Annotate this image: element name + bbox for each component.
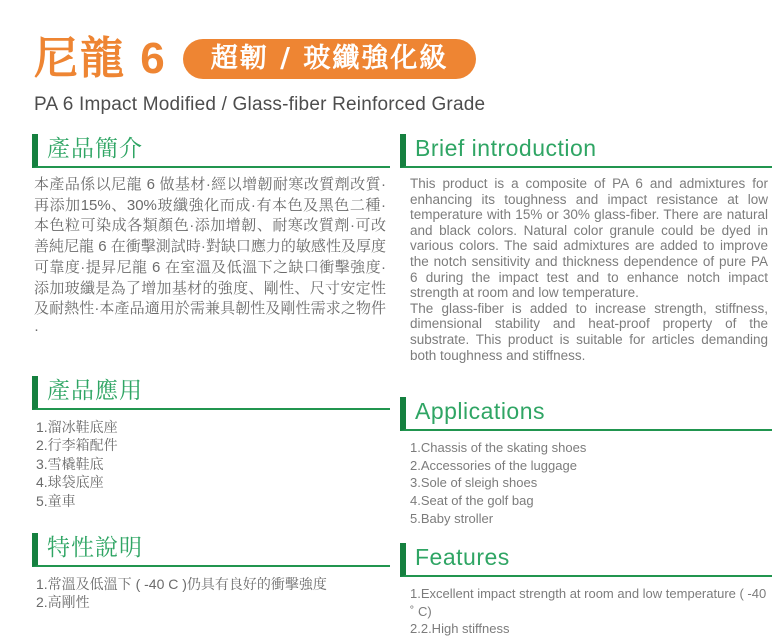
features-list-zh: [36, 575, 390, 612]
section-title: 特性說明: [47, 533, 143, 560]
body-paragraph: 本產品係以尼龍 6 做基材·經以增韌耐寒改質劑改質·再添加15%、30%玻纖強化而成·有本色及黑色二種·本色粒可染成各類顏色·添加增韌、耐寒改質劑·可改善純尼龍 6 在衝擊測試時·對缺口應力的敏感性及厚度可靠度·提昇尼龍 6 在室溫及低溫下之缺口衝擊強度·添加玻纖是為了增加基材的強度、剛性、尺寸安定性及耐熱性·本產品適用於需兼具韌性及剛性需求之物件·: [34, 176, 386, 338]
content-columns: [30, 134, 768, 638]
list-item: 1.Excellent impact strength at room and low temperature ( -40 ˚ C): [410, 586, 767, 619]
column-right: [400, 134, 772, 638]
list-item: 1.Chassis of the skating shoes: [410, 440, 587, 456]
product-title: 尼龍 6: [34, 34, 167, 83]
list-item: 5.Baby stroller: [410, 510, 494, 526]
list-item: 2.高剛性: [36, 594, 90, 611]
section-header: [400, 397, 772, 431]
section-header: [400, 543, 772, 577]
list-item: 3.雪橇鞋底: [36, 455, 104, 472]
applications-list-zh: [36, 418, 390, 511]
list-item: 1.常溫及低溫下 ( -40 C )仍具有良好的衝擊強度: [36, 575, 327, 592]
section-title: Applications: [415, 398, 546, 425]
section-applications: [400, 397, 772, 527]
section-brief-introduction: [400, 134, 772, 363]
section-title: Features: [415, 544, 510, 571]
list-item: 5.童車: [36, 493, 76, 509]
applications-list-en: [410, 439, 772, 527]
list-item: 2.2.High stiffness: [410, 621, 510, 637]
body-paragraph: The glass-fiber is added to increase strength, stiffness, dimensional stability and heat-proof property of the substrate. This product is suitable for articles demanding both toughness and stiffness.: [410, 300, 768, 363]
features-list-en: [410, 585, 772, 638]
body-paragraph: This product is a composite of PA 6 and admixtures for enhancing its toughness and impact resistance at low temperature with 15% or 30% glass-fiber. There are natural and black colors. Natural color granule could be dyed in various colors. The said admixtures are added to improve the notch sensitivity and thickness dependence of pure PA 6 during the impact test and to enhance notch impact strength at room and low temperature.: [410, 176, 768, 301]
section-title: 產品簡介: [47, 135, 143, 161]
grade-badge: 超韌 / 玻纖強化級: [183, 39, 477, 79]
section-header: [32, 134, 390, 168]
list-item: 2.行李箱配件: [36, 437, 118, 454]
list-item: 2.Accessories of the luggage: [410, 457, 577, 473]
list-item: 4.Seat of the golf bag: [410, 492, 534, 508]
header: [34, 34, 768, 84]
section-header: [400, 134, 772, 168]
list-item: 4.球袋底座: [36, 474, 104, 491]
section-title: 產品應用: [47, 376, 143, 403]
section-header: [32, 376, 390, 410]
section-product-applications: [32, 376, 390, 511]
subtitle: PA 6 Impact Modified / Glass-fiber Reinforced Grade: [34, 94, 486, 115]
section-title: Brief introduction: [415, 135, 597, 161]
section-features-en: [400, 543, 772, 638]
section-header: [32, 533, 390, 567]
section-product-intro: [32, 134, 390, 341]
section-features-zh: [32, 533, 390, 612]
list-item: 1.溜冰鞋底座: [36, 418, 118, 435]
list-item: 3.Sole of sleigh shoes: [410, 475, 538, 491]
column-left: [32, 134, 390, 638]
